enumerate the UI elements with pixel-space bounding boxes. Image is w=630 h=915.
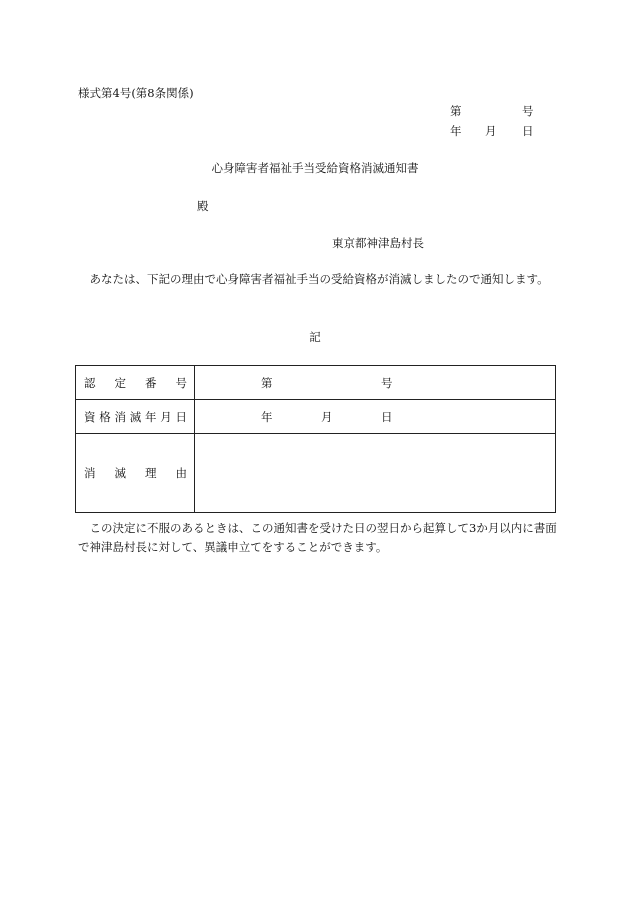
label-char: 由 xyxy=(175,466,187,480)
issuer-name: 東京都神津島村長 xyxy=(332,236,424,250)
date-day: 日 xyxy=(522,124,534,138)
loss-date-month: 月 xyxy=(321,409,333,424)
date-year: 年 xyxy=(450,124,462,138)
label-char: 消 xyxy=(114,409,126,424)
document-title: 心身障害者福祉手当受給資格消滅通知書 xyxy=(211,161,419,175)
cert-number-label-cell xyxy=(76,366,195,400)
table-row xyxy=(76,400,556,434)
date-month: 月 xyxy=(485,124,497,138)
cert-number-prefix: 第 xyxy=(261,375,273,390)
label-char: 認 xyxy=(84,375,96,390)
label-char: 理 xyxy=(145,466,157,480)
reason-label xyxy=(76,465,194,481)
loss-date-label-cell xyxy=(76,400,195,434)
loss-date-label xyxy=(76,409,194,425)
label-char: 号 xyxy=(175,375,187,390)
details-table xyxy=(75,365,556,513)
number-suffix: 号 xyxy=(522,104,534,118)
cert-number-suffix: 号 xyxy=(381,375,393,390)
table-row xyxy=(76,434,556,513)
loss-date-day: 日 xyxy=(381,409,393,424)
label-char: 資 xyxy=(84,409,96,424)
label-char: 日 xyxy=(175,409,187,424)
addressee-suffix: 殿 xyxy=(197,199,209,213)
label-char: 格 xyxy=(99,409,111,424)
label-char: 消 xyxy=(84,466,96,480)
cert-number-value-cell xyxy=(195,366,556,400)
label-char: 番 xyxy=(145,375,157,390)
appeal-note: この決定に不服のあるときは、この通知書を受けた日の翌日から起算して3か月以内に書面で神津島村長に対して、異議申立てをすることができます。 xyxy=(78,521,557,554)
label-char: 滅 xyxy=(114,466,126,480)
number-prefix: 第 xyxy=(450,104,462,118)
reason-value-cell xyxy=(195,434,556,513)
label-char: 滅 xyxy=(129,409,142,424)
notice-body: あなたは、下記の理由で心身障害者福祉手当の受給資格が消滅しましたので通知します。 xyxy=(89,272,549,286)
label-char: 年 xyxy=(145,409,157,424)
label-char: 定 xyxy=(114,375,126,390)
reason-label-cell xyxy=(76,434,195,513)
label-char: 月 xyxy=(160,409,172,424)
form-number: 様式第4号(第8条関係) xyxy=(78,86,194,100)
loss-date-value-cell xyxy=(195,400,556,434)
loss-date-year: 年 xyxy=(261,409,273,424)
table-row xyxy=(76,366,556,400)
ki-heading: 記 xyxy=(309,330,321,344)
cert-number-label xyxy=(76,375,194,391)
